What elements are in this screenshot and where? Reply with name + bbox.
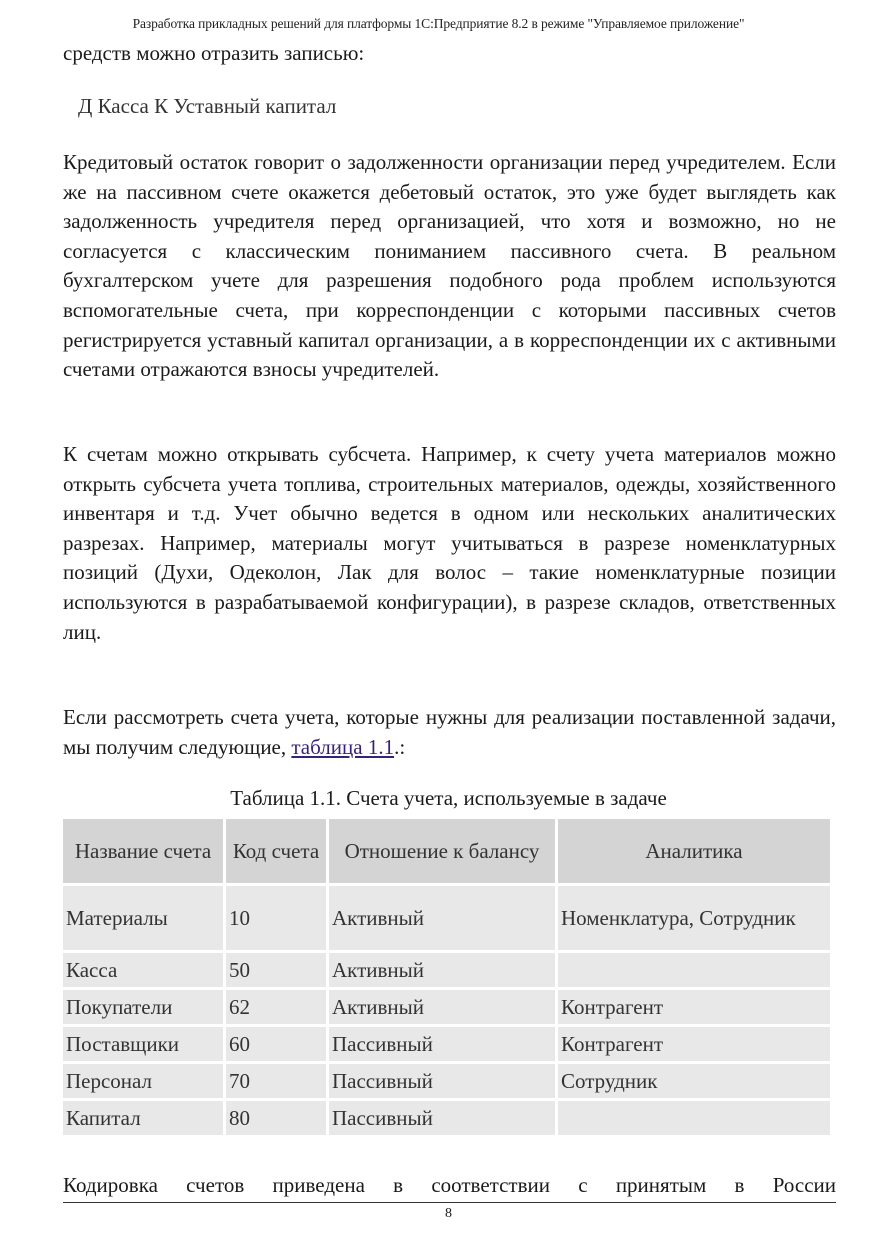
paragraph-accounts-list bbox=[63, 703, 836, 762]
cell-account-name: Покупатели bbox=[63, 990, 223, 1024]
paragraph-credit-balance: Кредитовый остаток говорит о задолженности организации перед учредителем. Если же на пассивном счете окажется дебетовый остаток, это уже будет выглядеть как задолженность учредителя перед организацией, что хотя и возможно, но не согласуется с классическим пониманием пассивного счета. В реальном бухгалтерском учете для разрешения подобного рода проблем используются вспомогательные счета, при корреспонденции с которыми пассивных счетов регистрируется уставный капитал организации, а в корреспонденции их с активными счетами отражаются взносы учредителей. bbox=[63, 150, 836, 382]
cell-analytics bbox=[558, 1101, 830, 1135]
paragraph-accounts-tail: .: bbox=[394, 734, 406, 759]
page-number: 8 bbox=[445, 1206, 452, 1221]
intro-line: средств можно отразить записью: bbox=[63, 41, 365, 65]
cell-analytics: Контрагент bbox=[558, 1027, 830, 1061]
cell-analytics: Контрагент bbox=[558, 990, 830, 1024]
table-row bbox=[63, 953, 830, 987]
cell-account-code: 70 bbox=[226, 1064, 326, 1098]
cell-account-name: Капитал bbox=[63, 1101, 223, 1135]
table-row bbox=[63, 1064, 830, 1098]
cell-account-code: 80 bbox=[226, 1101, 326, 1135]
table-row bbox=[63, 1101, 830, 1135]
closing-line: Кодировка счетов приведена в соответствии с принятым в России bbox=[63, 1173, 836, 1197]
cell-account-name: Материалы bbox=[63, 886, 223, 950]
cell-analytics: Сотрудник bbox=[558, 1064, 830, 1098]
cell-balance-relation: Активный bbox=[329, 886, 555, 950]
cell-analytics: Номенклатура, Сотрудник bbox=[558, 886, 830, 950]
column-header-balance-relation: Отношение к балансу bbox=[329, 819, 555, 883]
cell-account-code: 62 bbox=[226, 990, 326, 1024]
table-row bbox=[63, 886, 830, 950]
table-row bbox=[63, 990, 830, 1024]
cell-account-name: Персонал bbox=[63, 1064, 223, 1098]
paragraph-accounts-text: Если рассмотреть счета учета, которые нужны для реализации поставленной задачи, мы получим следующие, bbox=[63, 705, 836, 759]
cell-account-name: Касса bbox=[63, 953, 223, 987]
running-header: Разработка прикладных решений для платформы 1С:Предприятие 8.2 в режиме "Управляемое приложение" bbox=[132, 16, 745, 31]
paragraph-subaccounts: К счетам можно открывать субсчета. Например, к счету учета материалов можно открыть субсчета учета топлива, строительных материалов, одежды, хозяйственного инвентаря и т.д. Учет обычно ведется в одном или нескольких аналитических разрезах. Например, материалы могут учитываться в разрезе номенклатурных позиций (Духи, Одеколон, Лак для волос – такие номенклатурные позиции используются в разрабатываемой конфигурации), в разрезе складов, ответственных лиц. bbox=[63, 442, 836, 644]
table-row bbox=[63, 1027, 830, 1061]
cell-balance-relation: Активный bbox=[329, 953, 555, 987]
cell-analytics bbox=[558, 953, 830, 987]
footer-divider bbox=[63, 1202, 836, 1203]
table-header-row bbox=[63, 819, 830, 883]
accounts-table bbox=[60, 816, 833, 1138]
cell-account-code: 60 bbox=[226, 1027, 326, 1061]
table-reference-link[interactable]: таблица 1.1 bbox=[291, 734, 395, 759]
column-header-analytics: Аналитика bbox=[558, 819, 830, 883]
cell-balance-relation: Активный bbox=[329, 990, 555, 1024]
cell-balance-relation: Пассивный bbox=[329, 1027, 555, 1061]
cell-account-code: 10 bbox=[226, 886, 326, 950]
table-caption: Таблица 1.1. Счета учета, используемые в задаче bbox=[230, 786, 667, 810]
column-header-account-code: Код счета bbox=[226, 819, 326, 883]
cell-account-name: Поставщики bbox=[63, 1027, 223, 1061]
cell-account-code: 50 bbox=[226, 953, 326, 987]
cell-balance-relation: Пассивный bbox=[329, 1101, 555, 1135]
column-header-account-name: Название счета bbox=[63, 819, 223, 883]
accounting-posting: Д Касса К Уставный капитал bbox=[78, 94, 337, 118]
cell-balance-relation: Пассивный bbox=[329, 1064, 555, 1098]
